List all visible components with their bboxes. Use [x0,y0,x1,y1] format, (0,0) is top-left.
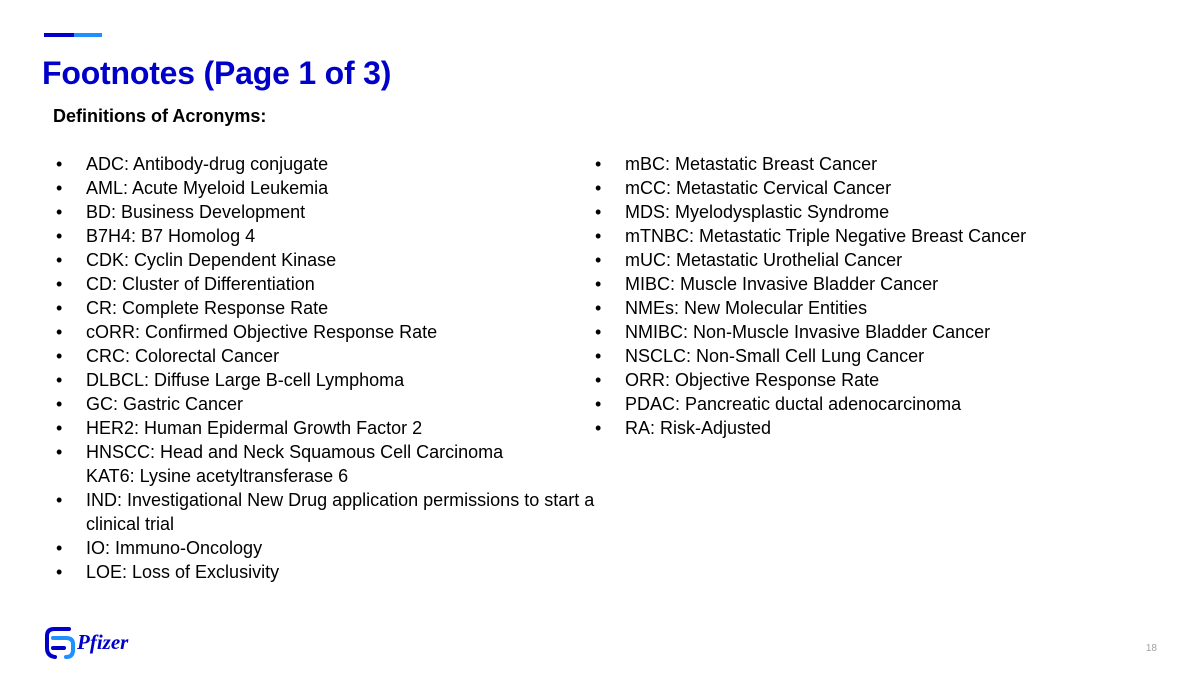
list-item-text: mCC: Metastatic Cervical Cancer [625,178,892,198]
list-item-text: PDAC: Pancreatic ductal adenocarcinoma [625,394,962,414]
list-item [53,416,598,440]
bullet: • [56,418,63,438]
list-item [53,296,598,320]
list-item-text: GC: Gastric Cancer [86,394,244,414]
bullet: • [56,322,63,342]
list-item-text: NMEs: New Molecular Entities [625,298,868,318]
list-item-text: CD: Cluster of Differentiation [86,274,315,294]
bullet: • [56,178,63,198]
list-item [53,152,598,176]
bullet: • [56,250,63,270]
bullet: • [595,250,602,270]
bullet: • [56,226,63,246]
list-item [53,272,598,296]
list-item [53,440,598,464]
list-item-text: RA: Risk-Adjusted [625,418,772,438]
bullet: • [56,202,63,222]
bullet: • [595,154,602,174]
list-item-text: IND: Investigational New Drug application permissions to start a clinical trial [86,490,595,534]
list-item-text: cORR: Confirmed Objective Response Rate [86,322,438,342]
acronym-list-left [53,152,598,584]
bullet: • [595,322,602,342]
list-item [592,176,1152,200]
list-item [53,200,598,224]
list-item [592,320,1152,344]
list-item-text: LOE: Loss of Exclusivity [86,562,280,582]
bullet: • [595,202,602,222]
bullet: • [56,442,63,462]
list-item-text: AML: Acute Myeloid Leukemia [86,178,329,198]
list-item-text: NMIBC: Non-Muscle Invasive Bladder Cancer [625,322,991,342]
list-item [53,488,598,536]
list-item [592,272,1152,296]
list-item [53,248,598,272]
bullet: • [56,298,63,318]
page-number: 18 [1145,643,1157,654]
bullet: • [56,346,63,366]
bullet: • [56,370,63,390]
list-item [592,248,1152,272]
list-item-text: CRC: Colorectal Cancer [86,346,280,366]
list-item-text: BD: Business Development [86,202,306,222]
list-item [592,296,1152,320]
list-item [53,320,598,344]
bullet: • [595,178,602,198]
company-logo [44,626,144,660]
bullet: • [595,274,602,294]
acronym-list-right [592,152,1152,440]
bullet: • [595,346,602,366]
list-item-text: NSCLC: Non-Small Cell Lung Cancer [625,346,925,366]
list-item-text: mBC: Metastatic Breast Cancer [625,154,878,174]
pfizer-logo-icon [44,626,76,660]
list-item [53,368,598,392]
list-item [53,560,598,584]
list-item [53,176,598,200]
list-item [53,392,598,416]
list-item [592,344,1152,368]
bullet: • [595,298,602,318]
list-item [592,368,1152,392]
list-item-text: MIBC: Muscle Invasive Bladder Cancer [625,274,939,294]
list-item-text: mUC: Metastatic Urothelial Cancer [625,250,903,270]
bullet: • [595,370,602,390]
title-accent-bar [44,33,102,37]
list-item-text: B7H4: B7 Homolog 4 [86,226,256,246]
bullet: • [595,418,602,438]
bullet: • [56,154,63,174]
list-item-text: IO: Immuno-Oncology [86,538,263,558]
section-heading: Definitions of Acronyms: [53,106,267,126]
list-item-text: MDS: Myelodysplastic Syndrome [625,202,890,222]
bullet: • [595,226,602,246]
list-item [592,152,1152,176]
accent-bar-dark [44,33,74,37]
list-item-text: ORR: Objective Response Rate [625,370,880,390]
list-item-text: CDK: Cyclin Dependent Kinase [86,250,337,270]
list-item [53,536,598,560]
list-item-text: HNSCC: Head and Neck Squamous Cell Carcinoma [86,442,504,462]
page-title: Footnotes (Page 1 of 3) [42,55,392,91]
list-item [592,392,1152,416]
list-item [53,344,598,368]
list-item [592,416,1152,440]
bullet: • [56,394,63,414]
list-item-text: ADC: Antibody-drug conjugate [86,154,329,174]
bullet: • [595,394,602,414]
bullet: • [56,490,63,510]
bullet: • [56,538,63,558]
list-item-text: mTNBC: Metastatic Triple Negative Breast Cancer [625,226,1027,246]
logo-wordmark: Pfizer [77,630,129,654]
list-item-text: KAT6: Lysine acetyltransferase 6 [86,466,349,486]
accent-bar-light [74,33,102,37]
bullet: • [56,274,63,294]
bullet: • [56,562,63,582]
list-item [53,464,598,488]
list-item-text: DLBCL: Diffuse Large B-cell Lymphoma [86,370,405,390]
list-item [53,224,598,248]
list-item-text: HER2: Human Epidermal Growth Factor 2 [86,418,423,438]
list-item [592,200,1152,224]
list-item [592,224,1152,248]
list-item-text: CR: Complete Response Rate [86,298,329,318]
